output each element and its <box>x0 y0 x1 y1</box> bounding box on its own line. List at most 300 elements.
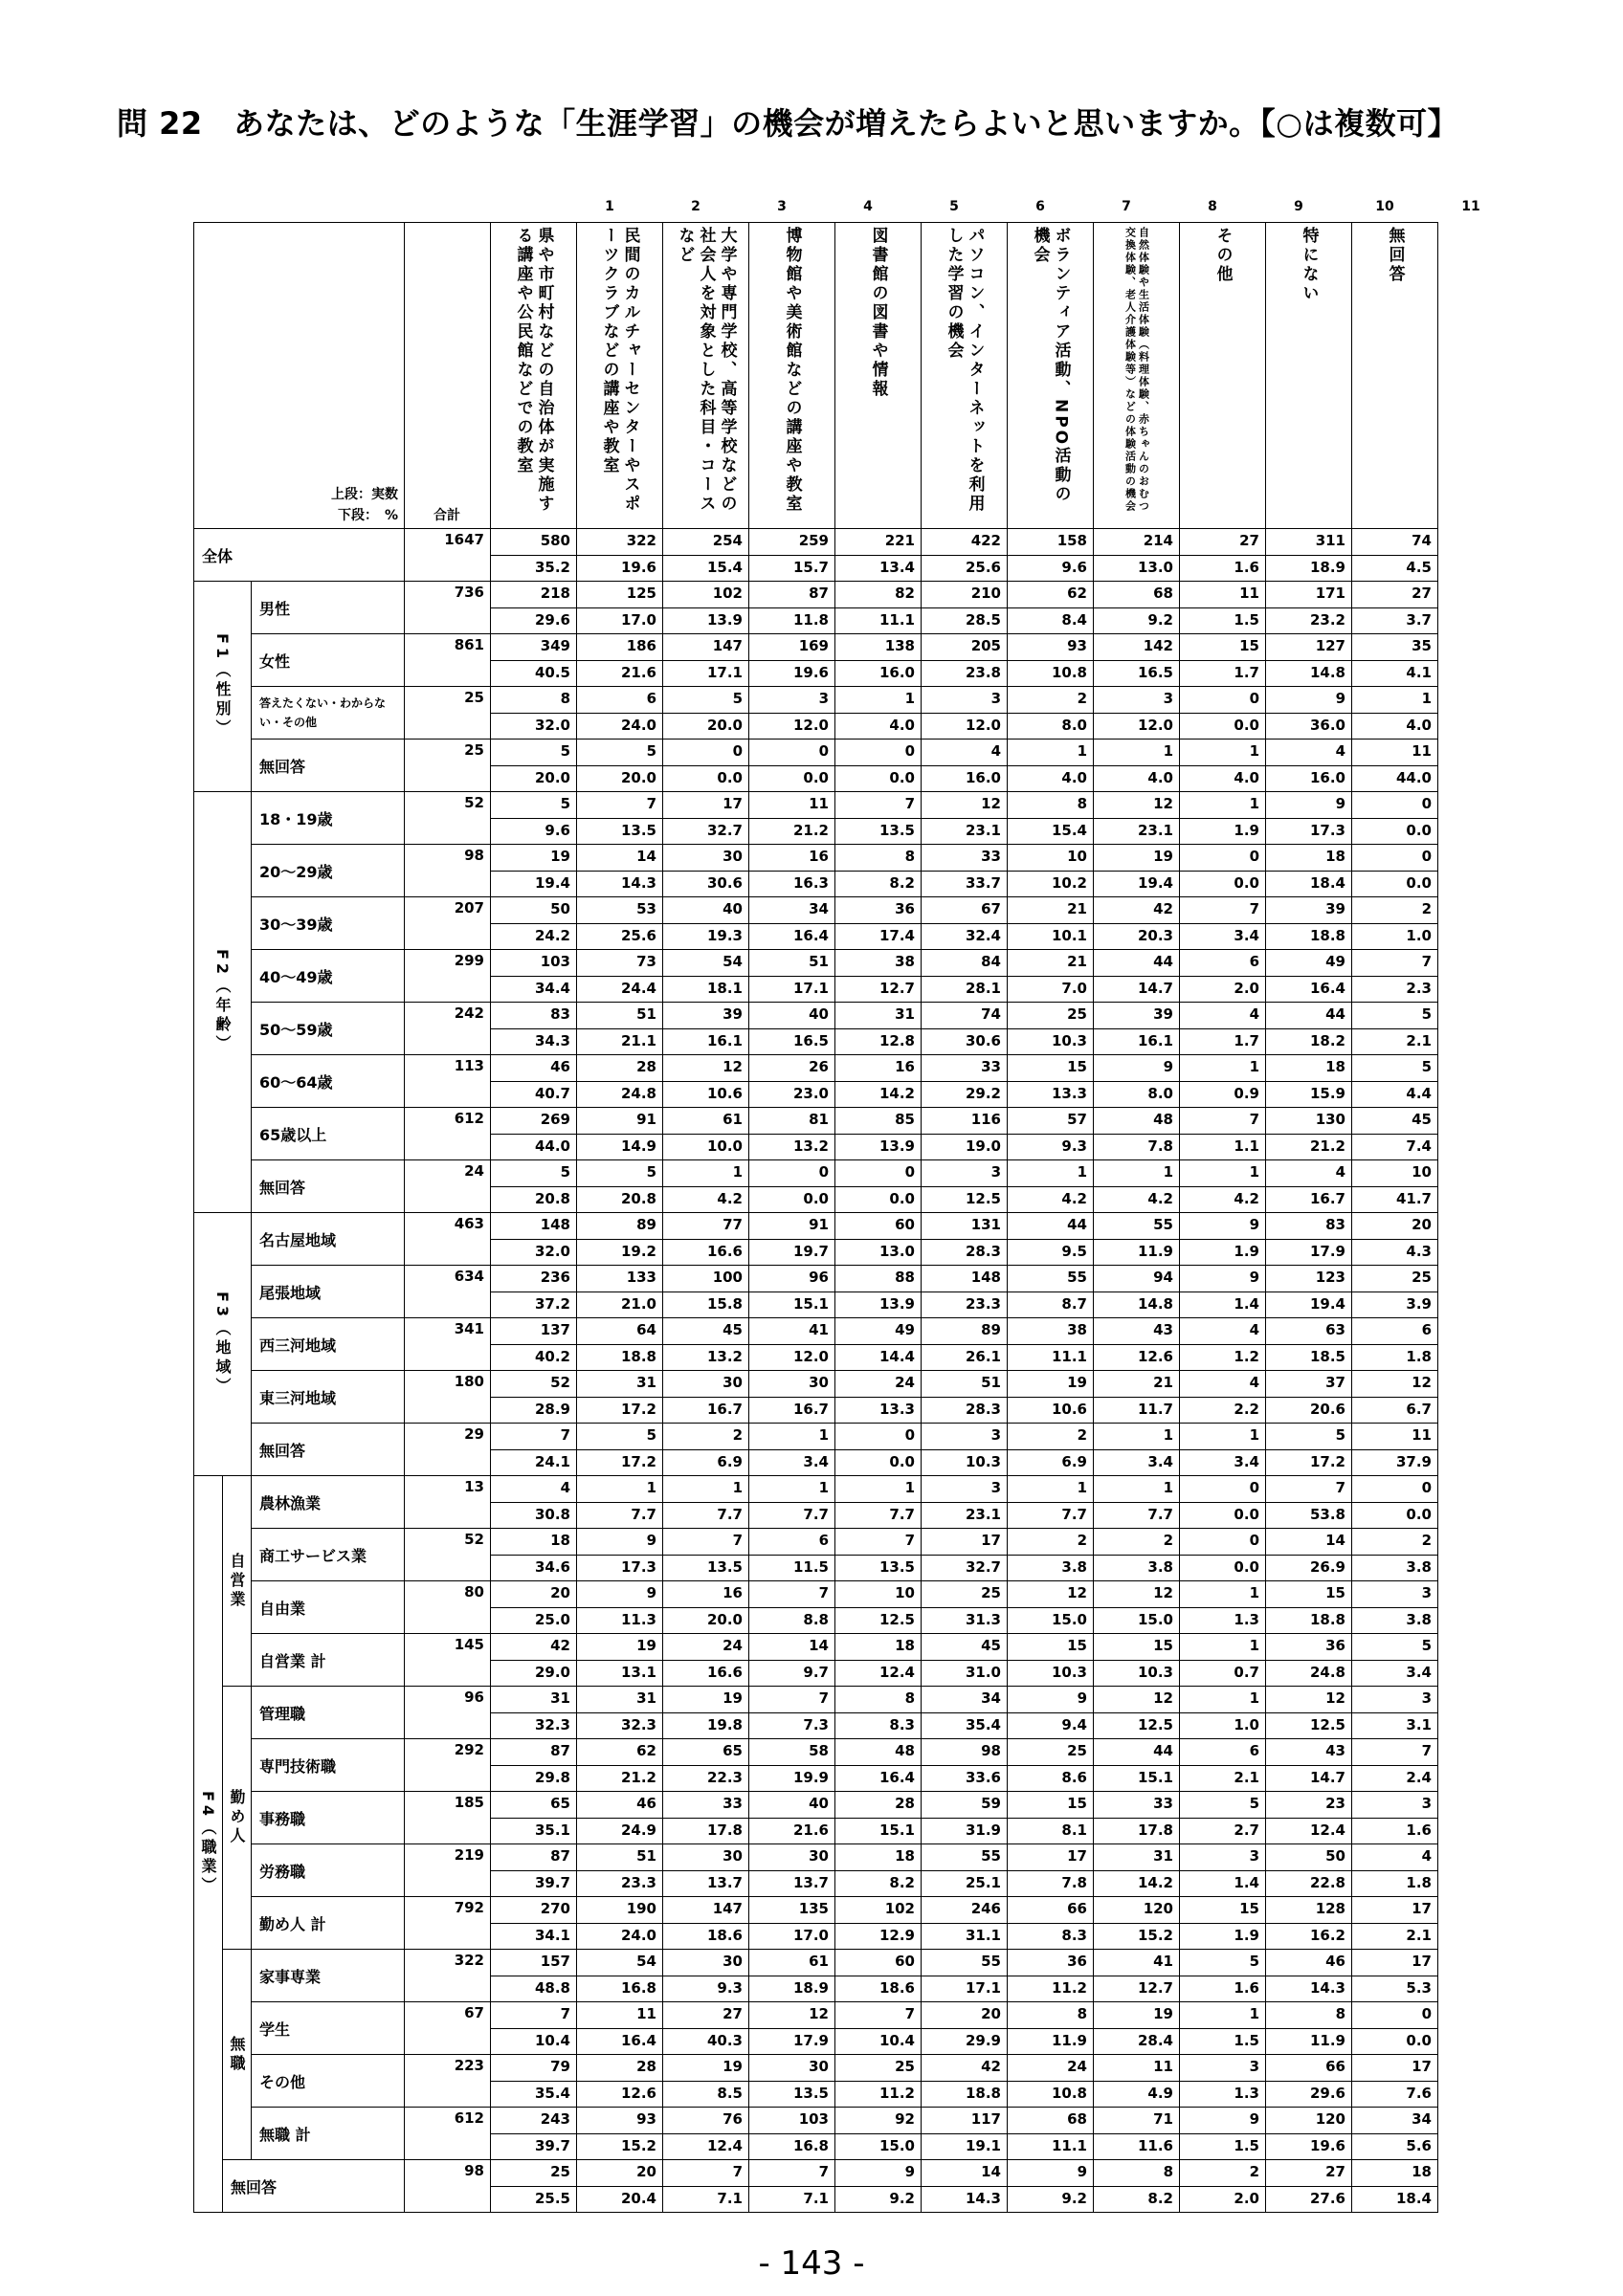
count-value: 1 <box>1180 1424 1265 1450</box>
percent-value: 15.1 <box>1137 1768 1173 1786</box>
data-cell <box>491 634 577 687</box>
data-cell <box>922 1424 1008 1476</box>
percent-value: 10.6 <box>706 1084 743 1102</box>
percent-value: 17.3 <box>1309 821 1345 839</box>
column-header-label: 県や市町村などの自治体が実施する講座や公民館などでの教室 <box>513 227 554 514</box>
row-label: その他 <box>252 2055 405 2108</box>
column-header <box>577 223 663 529</box>
column-header-label: 特にない <box>1299 227 1319 303</box>
percent-value: 7.0 <box>1061 979 1087 997</box>
row-total: 80 <box>405 1581 491 1634</box>
percent-value: 10.4 <box>534 2031 570 2049</box>
count-value: 21 <box>1094 1371 1179 1398</box>
data-cell <box>1266 1844 1352 1897</box>
data-cell <box>922 897 1008 950</box>
percent-value: 0.0 <box>1234 1557 1259 1576</box>
row-total: 736 <box>405 582 491 634</box>
group-f1-label: F1（性別） <box>213 633 232 740</box>
percent-value: 3.4 <box>1406 1663 1432 1681</box>
percent-value: 3.4 <box>1147 1452 1173 1470</box>
data-cell <box>577 1476 663 1529</box>
column-number: 8 <box>1208 199 1217 214</box>
percent-value: 35.4 <box>534 2084 570 2102</box>
count-value: 158 <box>1008 529 1093 556</box>
data-cell <box>491 1371 577 1424</box>
count-value: 11 <box>1180 582 1265 608</box>
count-value: 5 <box>577 1424 662 1450</box>
data-cell <box>663 687 749 740</box>
count-value: 84 <box>922 950 1007 977</box>
percent-value: 14.4 <box>878 1347 915 1365</box>
data-cell <box>1008 845 1094 897</box>
data-cell <box>663 1371 749 1424</box>
percent-value: 10.6 <box>1051 1400 1087 1418</box>
percent-value: 7.7 <box>717 1505 743 1523</box>
percent-value: 20.0 <box>534 768 570 786</box>
percent-value: 34.4 <box>534 979 570 997</box>
data-cell <box>835 1318 922 1371</box>
data-cell <box>1008 792 1094 845</box>
data-cell <box>835 897 922 950</box>
subgroup-mushoku <box>223 1950 252 2160</box>
data-cell <box>577 1424 663 1476</box>
data-cell <box>1266 2055 1352 2108</box>
data-cell <box>1266 740 1352 792</box>
data-cell <box>1094 1897 1180 1950</box>
count-value: 5 <box>1180 1792 1265 1819</box>
column-number: 1 <box>605 199 614 214</box>
count-value: 133 <box>577 1266 662 1292</box>
percent-value: 17.2 <box>620 1400 656 1418</box>
count-value: 1 <box>663 1476 748 1503</box>
percent-value: 10.3 <box>965 1452 1001 1470</box>
percent-value: 28.3 <box>965 1242 1001 1260</box>
column-header <box>749 223 835 529</box>
percent-value: 19.4 <box>1137 873 1173 892</box>
count-value: 87 <box>491 1739 576 1766</box>
percent-value: 4.0 <box>889 716 915 734</box>
row-label: 名古屋地域 <box>252 1213 405 1266</box>
percent-value: 2.4 <box>1406 1768 1432 1786</box>
data-cell <box>663 1844 749 1897</box>
count-value: 18 <box>835 1634 921 1661</box>
count-value: 2 <box>1008 1529 1093 1556</box>
percent-value: 28.5 <box>965 610 1001 629</box>
count-value: 17 <box>922 1529 1007 1556</box>
percent-value: 20.4 <box>620 2189 656 2207</box>
table-row <box>194 1634 1438 1687</box>
row-label: 無回答 <box>252 740 405 792</box>
percent-value: 16.8 <box>620 1978 656 1997</box>
data-cell <box>491 1160 577 1213</box>
data-cell <box>577 792 663 845</box>
data-cell <box>491 1318 577 1371</box>
data-cell <box>1266 792 1352 845</box>
percent-value: 1.4 <box>1234 1294 1259 1313</box>
count-value: 91 <box>577 1108 662 1135</box>
data-cell <box>749 2002 835 2055</box>
row-total: 25 <box>405 740 491 792</box>
percent-value: 11.1 <box>1051 1347 1087 1365</box>
data-cell <box>1008 634 1094 687</box>
percent-value: 32.7 <box>706 821 743 839</box>
data-cell <box>1352 1318 1438 1371</box>
percent-value: 37.2 <box>534 1294 570 1313</box>
percent-value: 17.0 <box>792 1926 829 1944</box>
data-cell <box>1008 1950 1094 2002</box>
percent-value: 2.1 <box>1234 1768 1259 1786</box>
percent-value: 9.5 <box>1061 1242 1087 1260</box>
count-value: 1 <box>1180 1055 1265 1082</box>
count-value: 14 <box>749 1634 834 1661</box>
count-value: 5 <box>1352 1634 1437 1661</box>
count-value: 1 <box>1094 1160 1179 1187</box>
data-cell <box>1180 1213 1266 1266</box>
count-value: 190 <box>577 1897 662 1924</box>
count-value: 1 <box>835 1476 921 1503</box>
percent-value: 11.1 <box>1051 2136 1087 2154</box>
data-cell <box>663 845 749 897</box>
count-value: 0 <box>1180 687 1265 714</box>
count-value: 18 <box>1266 845 1351 872</box>
count-value: 5 <box>663 687 748 714</box>
percent-value: 18.4 <box>1395 2189 1432 2207</box>
count-value: 51 <box>922 1371 1007 1398</box>
column-number: 7 <box>1122 199 1131 214</box>
data-cell <box>1008 2160 1094 2213</box>
count-value: 4 <box>1180 1003 1265 1029</box>
percent-value: 7.6 <box>1406 2084 1432 2102</box>
count-value: 130 <box>1266 1108 1351 1135</box>
count-value: 2 <box>1352 1529 1437 1556</box>
percent-value: 1.8 <box>1406 1347 1432 1365</box>
count-value: 51 <box>749 950 834 977</box>
data-cell <box>1094 687 1180 740</box>
data-cell <box>749 1581 835 1634</box>
data-cell <box>749 1266 835 1318</box>
count-value: 60 <box>835 1213 921 1240</box>
data-cell <box>1266 950 1352 1003</box>
count-value: 15 <box>1094 1634 1179 1661</box>
column-number: 10 <box>1375 199 1394 214</box>
percent-value: 17.4 <box>878 926 915 944</box>
count-value: 36 <box>835 897 921 924</box>
percent-value: 20.0 <box>706 1610 743 1628</box>
percent-value: 16.7 <box>706 1400 743 1418</box>
data-cell <box>577 1581 663 1634</box>
percent-value: 6.9 <box>717 1452 743 1470</box>
percent-value: 4.4 <box>1406 1084 1432 1102</box>
group-f3 <box>194 1213 252 1476</box>
data-cell <box>1352 1687 1438 1739</box>
row-label: 勤め人 計 <box>252 1897 405 1950</box>
count-value: 4 <box>1352 1844 1437 1871</box>
count-value: 17 <box>1008 1844 1093 1871</box>
data-cell <box>1352 634 1438 687</box>
row-label: 尾張地域 <box>252 1266 405 1318</box>
data-cell <box>1008 1844 1094 1897</box>
percent-value: 13.9 <box>878 1137 915 1155</box>
count-value: 1 <box>663 1160 748 1187</box>
data-cell <box>1180 1844 1266 1897</box>
data-cell <box>491 740 577 792</box>
percent-value: 1.6 <box>1406 1821 1432 1839</box>
data-cell <box>835 2055 922 2108</box>
data-cell <box>577 1950 663 2002</box>
percent-value: 0.0 <box>1406 2031 1432 2049</box>
data-cell <box>577 1529 663 1581</box>
percent-value: 18.8 <box>1309 926 1345 944</box>
percent-value: 14.8 <box>1137 1294 1173 1313</box>
data-cell <box>749 2160 835 2213</box>
data-cell <box>663 1318 749 1371</box>
percent-value: 8.7 <box>1061 1294 1087 1313</box>
row-label: 管理職 <box>252 1687 405 1739</box>
data-cell <box>835 1687 922 1739</box>
table-row <box>194 1055 1438 1108</box>
data-cell <box>1352 845 1438 897</box>
percent-value: 12.0 <box>792 1347 829 1365</box>
percent-value: 0.0 <box>1406 1505 1432 1523</box>
data-cell <box>835 1476 922 1529</box>
percent-value: 1.8 <box>1406 1873 1432 1891</box>
percent-value: 16.8 <box>792 2136 829 2154</box>
count-value: 87 <box>749 582 834 608</box>
count-value: 31 <box>577 1371 662 1398</box>
data-cell <box>835 1634 922 1687</box>
data-cell <box>1008 1160 1094 1213</box>
data-cell <box>1352 529 1438 582</box>
data-cell <box>577 2055 663 2108</box>
data-cell <box>922 792 1008 845</box>
percent-value: 16.6 <box>706 1242 743 1260</box>
count-value: 1 <box>1180 792 1265 819</box>
data-cell <box>577 1739 663 1792</box>
percent-value: 15.2 <box>620 2136 656 2154</box>
data-cell <box>1094 1424 1180 1476</box>
data-cell <box>1180 740 1266 792</box>
count-value: 68 <box>1094 582 1179 608</box>
percent-value: 18.8 <box>620 1347 656 1365</box>
count-value: 36 <box>1266 1634 1351 1661</box>
percent-value: 1.2 <box>1234 1347 1259 1365</box>
count-value: 12 <box>1008 1581 1093 1608</box>
percent-value: 35.1 <box>534 1821 570 1839</box>
row-total: 792 <box>405 1897 491 1950</box>
data-cell <box>835 2108 922 2160</box>
percent-value: 5.6 <box>1406 2136 1432 2154</box>
percent-value: 12.0 <box>1137 716 1173 734</box>
percent-value: 6.7 <box>1406 1400 1432 1418</box>
percent-value: 9.7 <box>803 1663 829 1681</box>
data-cell <box>1266 1581 1352 1634</box>
count-value: 11 <box>1352 740 1437 766</box>
count-value: 55 <box>1008 1266 1093 1292</box>
count-value: 7 <box>835 792 921 819</box>
percent-value: 0.0 <box>1234 873 1259 892</box>
percent-value: 18.6 <box>878 1978 915 1997</box>
count-value: 50 <box>1266 1844 1351 1871</box>
count-value: 102 <box>835 1897 921 1924</box>
data-cell <box>835 687 922 740</box>
data-cell <box>749 792 835 845</box>
data-cell <box>1266 1897 1352 1950</box>
data-cell <box>1180 897 1266 950</box>
count-value: 6 <box>1180 1739 1265 1766</box>
data-cell <box>922 1844 1008 1897</box>
data-cell <box>491 2002 577 2055</box>
count-value: 74 <box>922 1003 1007 1029</box>
percent-value: 11.8 <box>792 610 829 629</box>
percent-value: 33.7 <box>965 873 1001 892</box>
data-cell <box>1352 950 1438 1003</box>
percent-value: 16.5 <box>1137 663 1173 681</box>
data-cell <box>1094 1739 1180 1792</box>
count-value: 7 <box>835 2002 921 2029</box>
percent-value: 35.4 <box>965 1715 1001 1733</box>
count-value: 25 <box>1008 1739 1093 1766</box>
data-cell <box>1352 1003 1438 1055</box>
percent-value: 30.6 <box>706 873 743 892</box>
count-value: 142 <box>1094 634 1179 661</box>
percent-value: 40.5 <box>534 663 570 681</box>
percent-value: 24.2 <box>534 926 570 944</box>
data-cell <box>1180 1318 1266 1371</box>
corner-label-pct: 下段： % <box>337 508 398 523</box>
data-cell <box>1094 1529 1180 1581</box>
percent-value: 21.6 <box>620 663 656 681</box>
count-value: 57 <box>1008 1108 1093 1135</box>
count-value: 135 <box>749 1897 834 1924</box>
percent-value: 2.1 <box>1406 1031 1432 1049</box>
percent-value: 0.7 <box>1234 1663 1259 1681</box>
row-label: 専門技術職 <box>252 1739 405 1792</box>
count-value: 5 <box>491 740 576 766</box>
data-cell <box>749 1055 835 1108</box>
percent-value: 30.6 <box>965 1031 1001 1049</box>
percent-value: 0.9 <box>1234 1084 1259 1102</box>
data-cell <box>922 582 1008 634</box>
row-label: 西三河地域 <box>252 1318 405 1371</box>
data-cell <box>835 1371 922 1424</box>
count-value: 138 <box>835 634 921 661</box>
percent-value: 3.4 <box>1234 926 1259 944</box>
count-value: 25 <box>491 2160 576 2187</box>
count-value: 30 <box>663 1844 748 1871</box>
data-cell <box>491 1634 577 1687</box>
percent-value: 0.0 <box>717 768 743 786</box>
data-cell <box>491 1476 577 1529</box>
count-value: 1 <box>835 687 921 714</box>
row-label: 東三河地域 <box>252 1371 405 1424</box>
percent-value: 13.3 <box>1051 1084 1087 1102</box>
count-value: 5 <box>491 1160 576 1187</box>
count-value: 127 <box>1266 634 1351 661</box>
count-value: 7 <box>835 1529 921 1556</box>
row-label: 事務職 <box>252 1792 405 1844</box>
data-cell <box>663 792 749 845</box>
data-cell <box>577 950 663 1003</box>
percent-value: 11.6 <box>1137 2136 1173 2154</box>
count-value: 246 <box>922 1897 1007 1924</box>
data-cell <box>491 1739 577 1792</box>
data-cell <box>1352 1371 1438 1424</box>
percent-value: 21.2 <box>620 1768 656 1786</box>
percent-value: 12.4 <box>1309 1821 1345 1839</box>
data-cell <box>577 2002 663 2055</box>
data-cell <box>663 1476 749 1529</box>
percent-value: 8.2 <box>889 873 915 892</box>
data-cell <box>1266 1529 1352 1581</box>
subgroup-mushoku-label: 無職 <box>228 2035 246 2074</box>
data-cell <box>1180 2002 1266 2055</box>
subgroup-jieigyo-label: 自営業 <box>228 1552 246 1610</box>
count-value: 76 <box>663 2108 748 2134</box>
data-cell <box>922 1213 1008 1266</box>
count-value: 67 <box>922 897 1007 924</box>
count-value: 48 <box>1094 1108 1179 1135</box>
data-cell <box>663 740 749 792</box>
count-value: 2 <box>1094 1529 1179 1556</box>
percent-value: 4.3 <box>1406 1242 1432 1260</box>
data-cell <box>835 1792 922 1844</box>
row-total: 96 <box>405 1687 491 1739</box>
data-cell <box>663 1529 749 1581</box>
percent-value: 32.3 <box>620 1715 656 1733</box>
count-value: 12 <box>663 1055 748 1082</box>
data-cell <box>663 1160 749 1213</box>
percent-value: 36.0 <box>1309 716 1345 734</box>
column-header <box>663 223 749 529</box>
percent-value: 10.4 <box>878 2031 915 2049</box>
percent-value: 11.9 <box>1051 2031 1087 2049</box>
count-value: 9 <box>1094 1055 1179 1082</box>
data-cell <box>491 529 577 582</box>
count-value: 24 <box>663 1634 748 1661</box>
percent-value: 3.8 <box>1061 1557 1087 1576</box>
percent-value: 17.9 <box>1309 1242 1345 1260</box>
data-cell <box>1352 2160 1438 2213</box>
percent-value: 3.8 <box>1406 1610 1432 1628</box>
percent-value: 19.0 <box>965 1137 1001 1155</box>
percent-value: 16.3 <box>792 873 829 892</box>
column-header-label: 大学や専門学校、高等学校などの社会人を対象とした科目・コースなど <box>675 227 737 514</box>
count-value: 3 <box>1180 1844 1265 1871</box>
count-value: 40 <box>749 1792 834 1819</box>
count-value: 30 <box>663 1371 748 1398</box>
percent-value: 8.1 <box>1061 1821 1087 1839</box>
count-value: 1 <box>1180 1160 1265 1187</box>
table-row <box>194 1108 1438 1160</box>
data-cell <box>1094 2108 1180 2160</box>
percent-value: 24.0 <box>620 1926 656 1944</box>
data-cell <box>749 1739 835 1792</box>
count-value: 28 <box>577 1055 662 1082</box>
count-value: 30 <box>663 1950 748 1976</box>
count-value: 25 <box>922 1581 1007 1608</box>
count-value: 103 <box>491 950 576 977</box>
data-cell <box>749 1897 835 1950</box>
count-value: 38 <box>1008 1318 1093 1345</box>
table-row <box>194 1581 1438 1634</box>
data-cell <box>491 687 577 740</box>
percent-value: 12.5 <box>965 1189 1001 1207</box>
data-cell <box>491 1213 577 1266</box>
data-cell <box>749 634 835 687</box>
column-number: 11 <box>1461 199 1480 214</box>
data-cell <box>922 1476 1008 1529</box>
percent-value: 12.0 <box>792 716 829 734</box>
